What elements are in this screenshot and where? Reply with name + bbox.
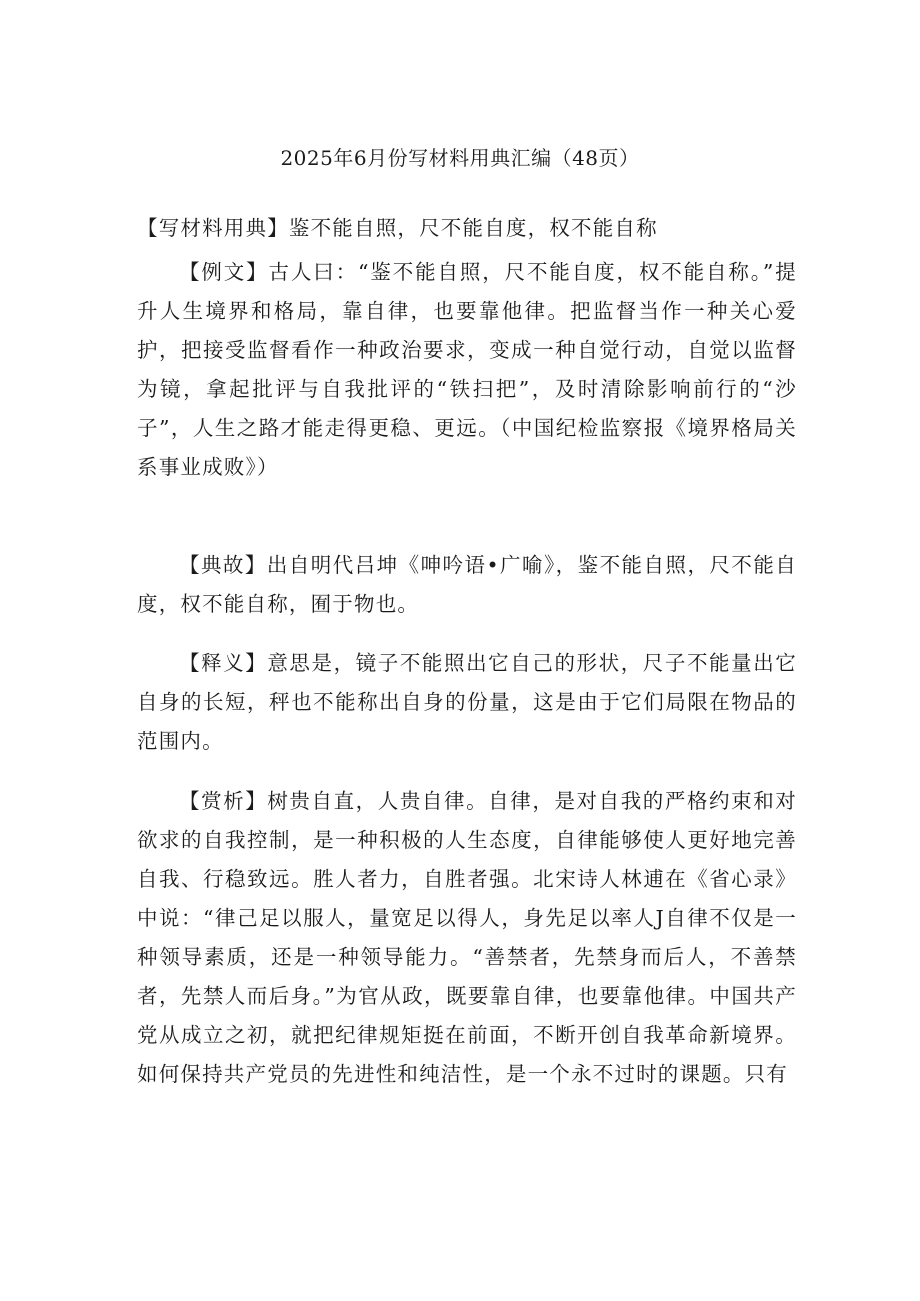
meaning-tag: 【释义】 [179, 651, 268, 675]
meaning-text: 意思是，镜子不能照出它自己的形状，尺子不能量出它自身的长短，秤也不能称出自身的份量，这是由于它们局限在物品的范围内。 [137, 651, 797, 753]
heading-paragraph [137, 209, 797, 248]
heading-text: 鉴不能自照，尺不能自度，权不能自称 [288, 216, 658, 240]
example-paragraph [137, 253, 797, 487]
allusion-paragraph [137, 546, 797, 624]
analysis-text: 树贵自直，人贵自律。自律，是对自我的严格约束和对欲求的自我控制，是一种积极的人生态度，自律能够使人更好地完善自我、行稳致远。胜人者力，自胜者强。北宋诗人林逋在《省心录》中说：“律己足以服人，量宽足以得人，身先足以率人J自律不仅是一种领导素质，还是一种领导能力。“善禁者，先禁身而后人，不善禁者，先禁人而后身。”为官从政，既要靠自律，也要靠他律。中国共产党从成立之初，就把纪律规矩挺在前面，不断开创自我革命新境界。如何保持共产党员的先进性和纯洁性，是一个永不过时的课题。只有 [137, 789, 797, 1086]
analysis-tag: 【赏析】 [179, 789, 268, 813]
example-text: 古人曰：“鉴不能自照，尺不能自度，权不能自称。”提升人生境界和格局，靠自律，也要靠他律。把监督当作一种关心爱护，把接受监督看作一种政治要求，变成一种自觉行动，自觉以监督为镜，拿起批评与自我批评的“铁扫把”，及时清除影响前行的“沙子”，人生之路才能走得更稳、更远。（中国纪检监察报《境界格局关系事业成败》） [137, 260, 797, 479]
heading-tag: 【写材料用典】 [137, 216, 289, 240]
example-tag: 【例文】 [179, 260, 269, 284]
allusion-tag: 【典故】 [179, 553, 267, 577]
allusion-text: 出自明代吕坤《呻吟语•广喻》，鉴不能自照，尺不能自度，权不能自称，囿于物也。 [137, 553, 797, 616]
analysis-paragraph [137, 782, 797, 1094]
page-title: 2025年6月份写材料用典汇编（48页） [280, 146, 640, 170]
meaning-paragraph [137, 644, 797, 761]
